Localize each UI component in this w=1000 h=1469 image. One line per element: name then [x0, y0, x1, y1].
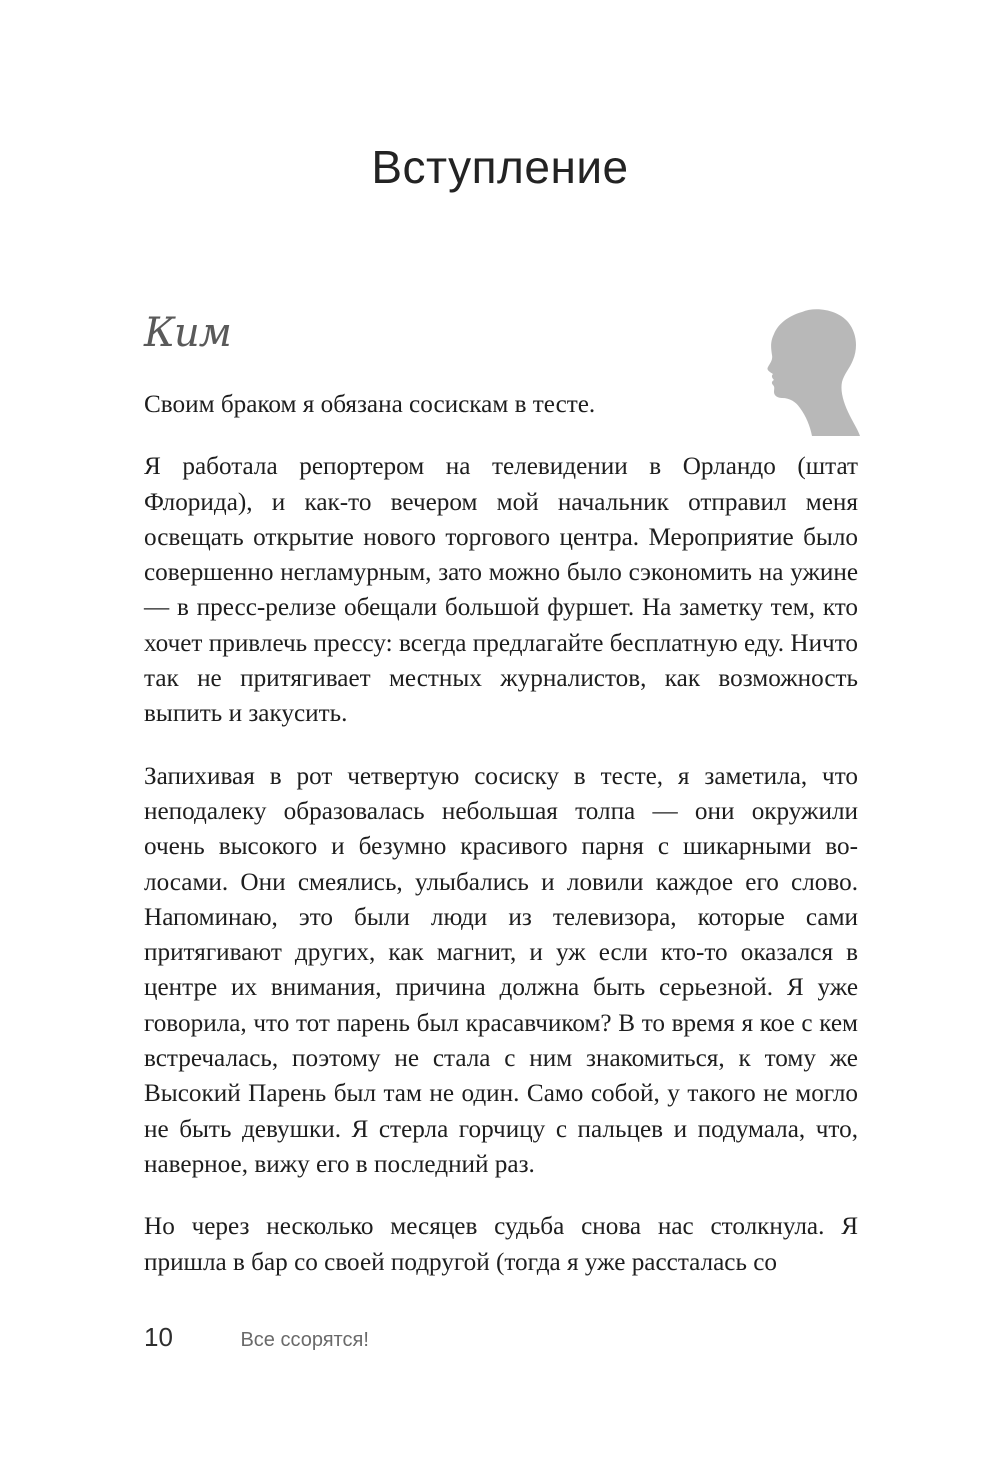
paragraph: Своим браком я обязана сосискам в тесте. [144, 391, 596, 418]
paragraph: Но через несколько месяцев судьба снова нас столкнула. Я пришла в бар со своей подругой (тогда я уже рассталась со [144, 1213, 858, 1276]
running-title: Все ссорятся! [240, 1329, 369, 1351]
page-footer [144, 1322, 369, 1358]
page-number: 10 [144, 1322, 173, 1352]
chapter-title: Вступление [371, 141, 629, 193]
text-body [144, 387, 858, 1307]
author-name: Ким [144, 310, 231, 356]
paragraph: Запихивая в рот четвертую сосиску в тесте, я заметила, что неподалеку образовалась небольшая толпа — они окружили очень высокого и безумно красивого парня с шикарными волосами. Они смеялись, улыбались и ловили каждое его слово. Напоминаю, это были люди из телевизора, которые сами притягивают других, как магнит, и уж если кто-то оказался в центре их внимания, причина должна быть серьезной. Я уже говорила, что тот парень был красавчиком? В то время я кое с кем встречалась, поэтому не стала с ним знакомиться, к тому же Высокий Парень был там не один. Само собой, у такого не могло не быть девушки. Я стерла горчицу с пальцев и подумала, что, наверное, вижу его в последний раз. [144, 762, 858, 1178]
paragraph: Я работала репортером на телевидении в Орландо (штат Флорида), и как-то вечером мой начальник отправил меня освещать открытие нового торгового центра. Мероприятие было совершенно негламурным, зато можно было сэкономить на ужине — в пресс-релизе обещали большой фуршет. На заметку тем, кто хочет привлечь прессу: всегда предлагайте бесплатную еду. Ничто так не притягивает местных журналистов, как возможность выпить и закусить. [144, 453, 858, 728]
